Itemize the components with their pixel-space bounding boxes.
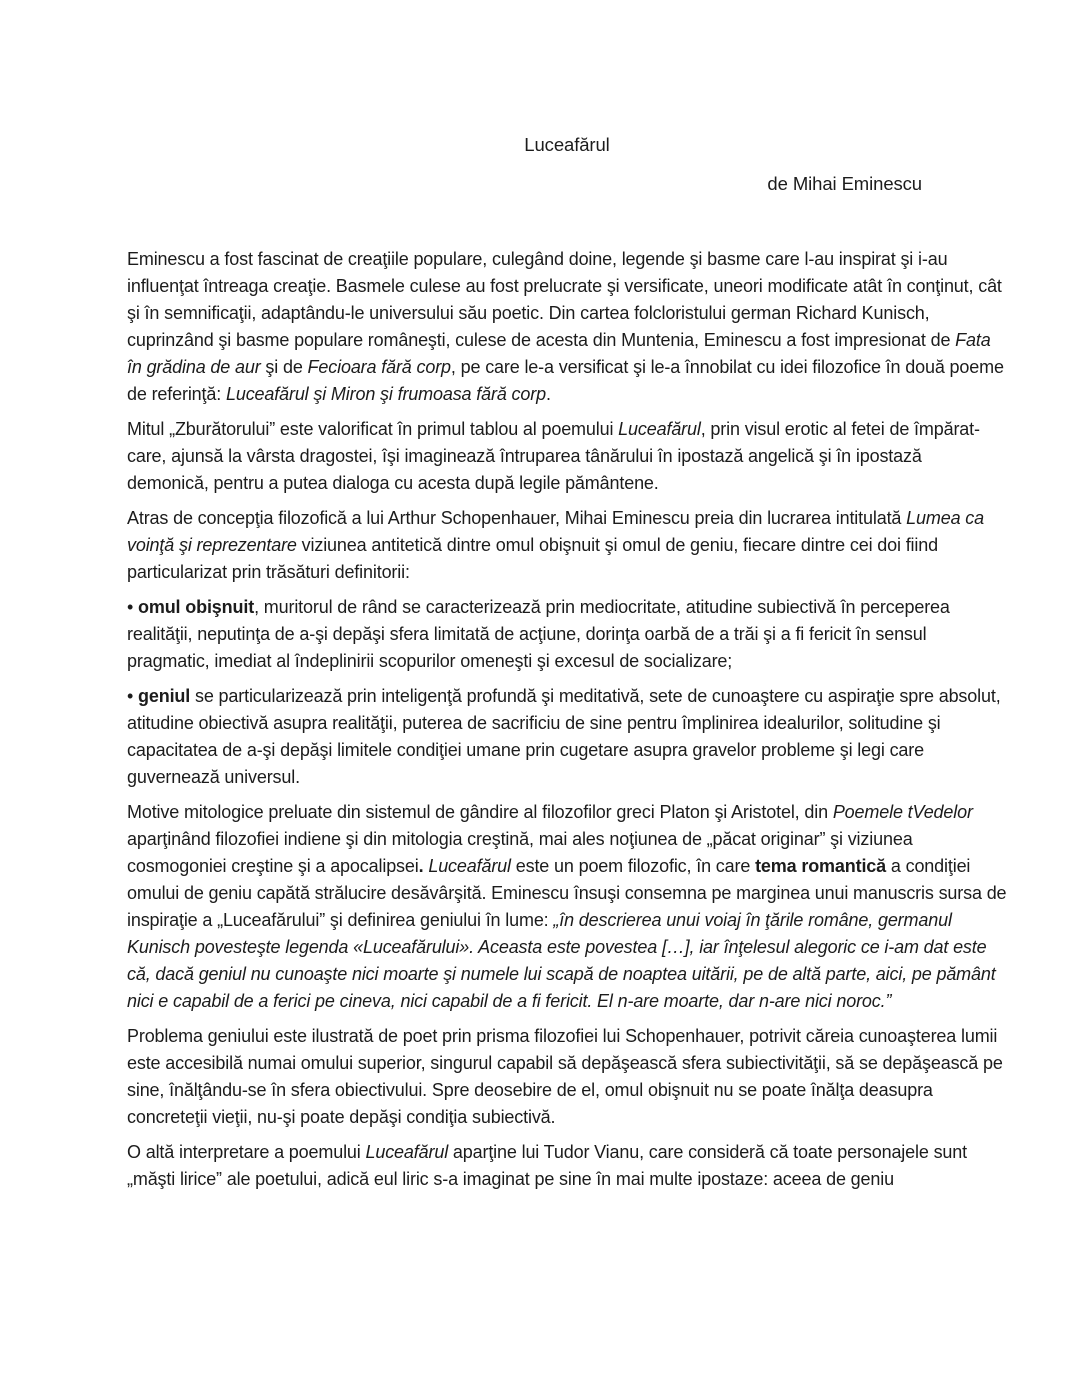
text-run: • xyxy=(127,597,139,617)
text-run: este un poem filozofic, în care xyxy=(510,856,756,876)
text-run: şi de xyxy=(260,357,308,377)
text-run: Atras de concepţia filozofică a lui Arthur Schopenhauer, Mihai Eminescu preia din lucrarea intitulată xyxy=(127,508,907,528)
text-run: , pe care le-a versificat şi le-a înnobilat cu idei filozofice în două poeme de referinţă: xyxy=(127,357,1004,404)
text-run: , muritorul de rând se caracterizează prin mediocritate, atitudine subiectivă în perceperea realităţii, neputinţa de a-şi depăşi sfera limitată de acţiune, dorinţa oarbă de a trăi şi a fi fericit în sensul pragmatic, imediat al îndeplinirii scopurilor omeneşti şi excesul de socializare; xyxy=(127,597,950,671)
text-run: viziunea antitetică dintre omul obişnuit şi omul de geniu, fiecare dintre cei doi fiind particularizat prin trăsături definitorii: xyxy=(127,535,938,582)
text-run: . xyxy=(545,384,551,404)
text-run: Mitul „Zburătorului” este valorificat în primul tablou al poemului xyxy=(127,419,619,439)
text-run: se particularizează prin inteligenţă profundă şi meditativă, sete de cunoaştere cu aspiraţie spre absolut, atitudine obiectivă asupra realităţii, puterea de sacrificiu de sine pentru împlinirea idealurilor, solitudine şi capacitatea de a-şi depăşi limitele condiţiei umane prin cugetare asupra gravelor probleme şi legi care guvernează universul. xyxy=(127,686,1001,787)
text-run: , prin visul erotic al fetei de împărat-care, ajunsă la vârsta dragostei, îşi imaginează întruparea tânărului în ipostază angelică şi în ipostază demonică, pentru a putea dialoga cu acesta după legile pământene. xyxy=(127,419,980,493)
paragraph xyxy=(127,1023,1007,1131)
text-run: Luceafărul xyxy=(618,419,701,439)
text-run: Lumea ca voinţă şi reprezentare xyxy=(127,508,985,555)
text-run: . xyxy=(418,856,424,876)
paragraph xyxy=(127,594,1007,675)
text-run: aparţinând filozofiei indiene şi din mitologia creştină, mai ales noţiunea de „păcat originar” şi viziunea cosmogoniei creştine şi a apocalipsei xyxy=(127,829,913,876)
document-title: Luceafărul xyxy=(524,134,610,155)
text-run: Poemele tVedelor xyxy=(832,802,973,822)
text-run: O altă interpretare a poemului xyxy=(127,1142,366,1162)
text-run: Fata în grădina de aur xyxy=(127,330,991,377)
text-run: Eminescu a fost fascinat de creaţiile populare, culegând doine, legende şi basme care l-au inspirat şi i-au influenţat întreaga creaţie. Basmele culese au fost prelucrate şi versificate, uneori modificate atât în conţinut, cât şi în semnificaţii, adaptându-le universului său poetic. Din cartea folcloristului german Richard Kunisch, cuprinzând şi basme populare româneşti, culese de acesta din Muntenia, Eminescu a fost impresionat de xyxy=(127,249,1002,350)
text-run: • xyxy=(127,686,139,706)
text-run: omul obişnuit xyxy=(138,597,255,617)
text-run: geniul xyxy=(138,686,191,706)
text-run: Luceafărul xyxy=(365,1142,449,1162)
text-run: Motive mitologice preluate din sistemul de gândire al filozofilor greci Platon şi Aristotel, din xyxy=(127,802,833,822)
text-run: Luceafărul şi Miron şi frumoasa fără corp xyxy=(225,384,546,404)
paragraph xyxy=(127,246,1007,408)
text-run: Luceafărul xyxy=(428,856,511,876)
paragraph xyxy=(127,416,1007,497)
text-run: tema romantică xyxy=(755,856,887,876)
text-run: aparţine lui Tudor Vianu, care consideră că toate personajele sunt „măşti lirice” ale poetului, adică eul liric s-a imaginat pe sine în mai multe ipostaze: aceea de geniu xyxy=(127,1142,968,1189)
text-run: a condiţiei omului de geniu capătă strălucire desăvârşită. Eminescu însuşi consemna pe marginea unui manuscris sursa de inspiraţie a „Luceafărului” şi definirea geniului în lume: xyxy=(127,856,1007,930)
paragraph xyxy=(127,683,1007,791)
text-run: Problema geniului este ilustrată de poet prin prisma filozofiei lui Schopenhauer, potrivit căreia cunoaşterea lumii este accesibilă numai omului superior, singurul capabil să depăşească sfera subiectivităţii, să se depăşească pe sine, înălţându-se în sfera obiectivului. Spre deosebire de el, omul obişnuit nu se poate înălţa deasupra concreteţii vieţii, nu-şi poate depăşi condiţia subiectivă. xyxy=(127,1026,1003,1127)
paragraph xyxy=(127,505,1007,586)
text-run: Fecioara fără corp xyxy=(307,357,451,377)
document-body xyxy=(127,246,1007,1193)
document-content xyxy=(127,131,1007,1201)
document-byline: de Mihai Eminescu xyxy=(767,173,922,194)
paragraph xyxy=(127,799,1007,1015)
paragraph xyxy=(127,1139,1007,1193)
text-run: „în descrierea unui voiaj în ţările române, germanul Kunisch povesteşte legenda «Luceafărului». Aceasta este povestea […], iar înţelesul alegoric ce i-am dat este că, dacă geniul nu cunoaşte nici moarte şi numele lui scapă de noaptea uitării, pe de altă parte, aici, pe pământ nici e capabil de a ferici pe cineva, nici capabil de a fi fericit. El n-are moarte, dar n-are nici noroc.” xyxy=(127,910,996,1011)
